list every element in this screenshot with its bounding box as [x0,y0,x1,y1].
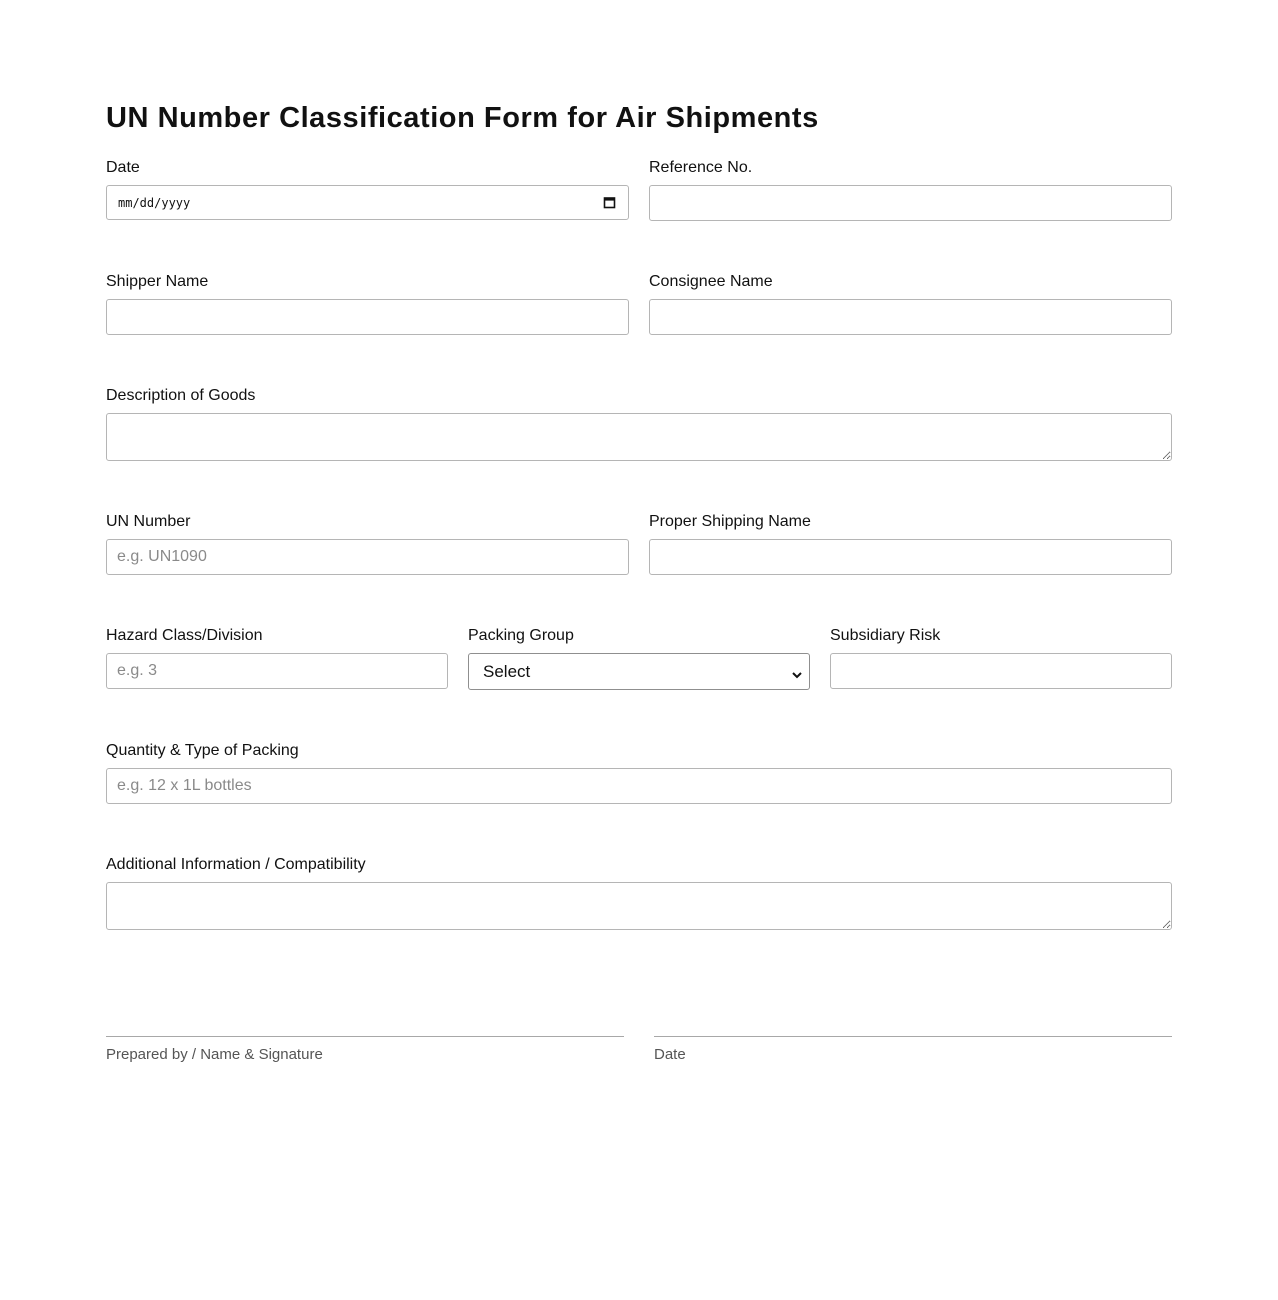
reference-input[interactable] [649,185,1172,221]
packing-group-field-group [468,627,810,690]
additional-info-label: Additional Information / Compatibility [106,856,366,873]
packing-group-label: Packing Group [468,627,574,644]
proper-shipping-name-input[interactable] [649,539,1172,575]
quantity-packing-input[interactable] [106,768,1172,804]
row-quantity-packing [106,742,1172,804]
row-shipper-consignee [106,273,1172,335]
date-field-group [106,159,629,221]
packing-group-select[interactable] [468,653,810,690]
reference-label: Reference No. [649,159,753,176]
packing-group-selected-value: Select [483,661,531,681]
quantity-packing-label: Quantity & Type of Packing [106,742,299,759]
additional-info-field-group [106,856,1172,930]
subsidiary-risk-input[interactable] [830,653,1172,689]
row-date-reference [106,159,1172,221]
signature-row [106,1036,1172,1064]
date-input[interactable] [106,185,629,220]
row-hazard-packing-risk [106,627,1172,690]
description-field-group [106,387,1172,461]
un-number-input[interactable] [106,539,629,575]
signature-date-line: Date [654,1036,1172,1064]
prepared-by-signature-line: Prepared by / Name & Signature [106,1036,624,1064]
shipper-input[interactable] [106,299,629,335]
un-number-field-group [106,513,629,575]
hazard-class-label: Hazard Class/Division [106,627,263,644]
un-classification-form [106,98,1172,1064]
quantity-packing-field-group [106,742,1172,804]
consignee-input[interactable] [649,299,1172,335]
hazard-class-field-group [106,627,448,690]
additional-info-textarea[interactable] [106,882,1172,930]
row-description [106,387,1172,461]
calendar-icon[interactable] [603,196,616,209]
reference-field-group [649,159,1172,221]
subsidiary-risk-label: Subsidiary Risk [830,627,941,644]
proper-shipping-name-label: Proper Shipping Name [649,513,811,530]
description-label: Description of Goods [106,387,256,404]
un-number-label: UN Number [106,513,191,530]
consignee-field-group [649,273,1172,335]
consignee-label: Consignee Name [649,273,773,290]
date-label: Date [106,159,140,176]
date-placeholder: mm/dd/yyyy [118,195,191,210]
proper-shipping-name-field-group [649,513,1172,575]
row-un-shipping-name [106,513,1172,575]
description-textarea[interactable] [106,413,1172,461]
shipper-label: Shipper Name [106,273,209,290]
subsidiary-risk-field-group [830,627,1172,690]
hazard-class-input[interactable] [106,653,448,689]
shipper-field-group [106,273,629,335]
chevron-down-icon [791,666,803,678]
row-additional-info [106,856,1172,930]
page-title: UN Number Classification Form for Air Shipments [106,102,819,134]
